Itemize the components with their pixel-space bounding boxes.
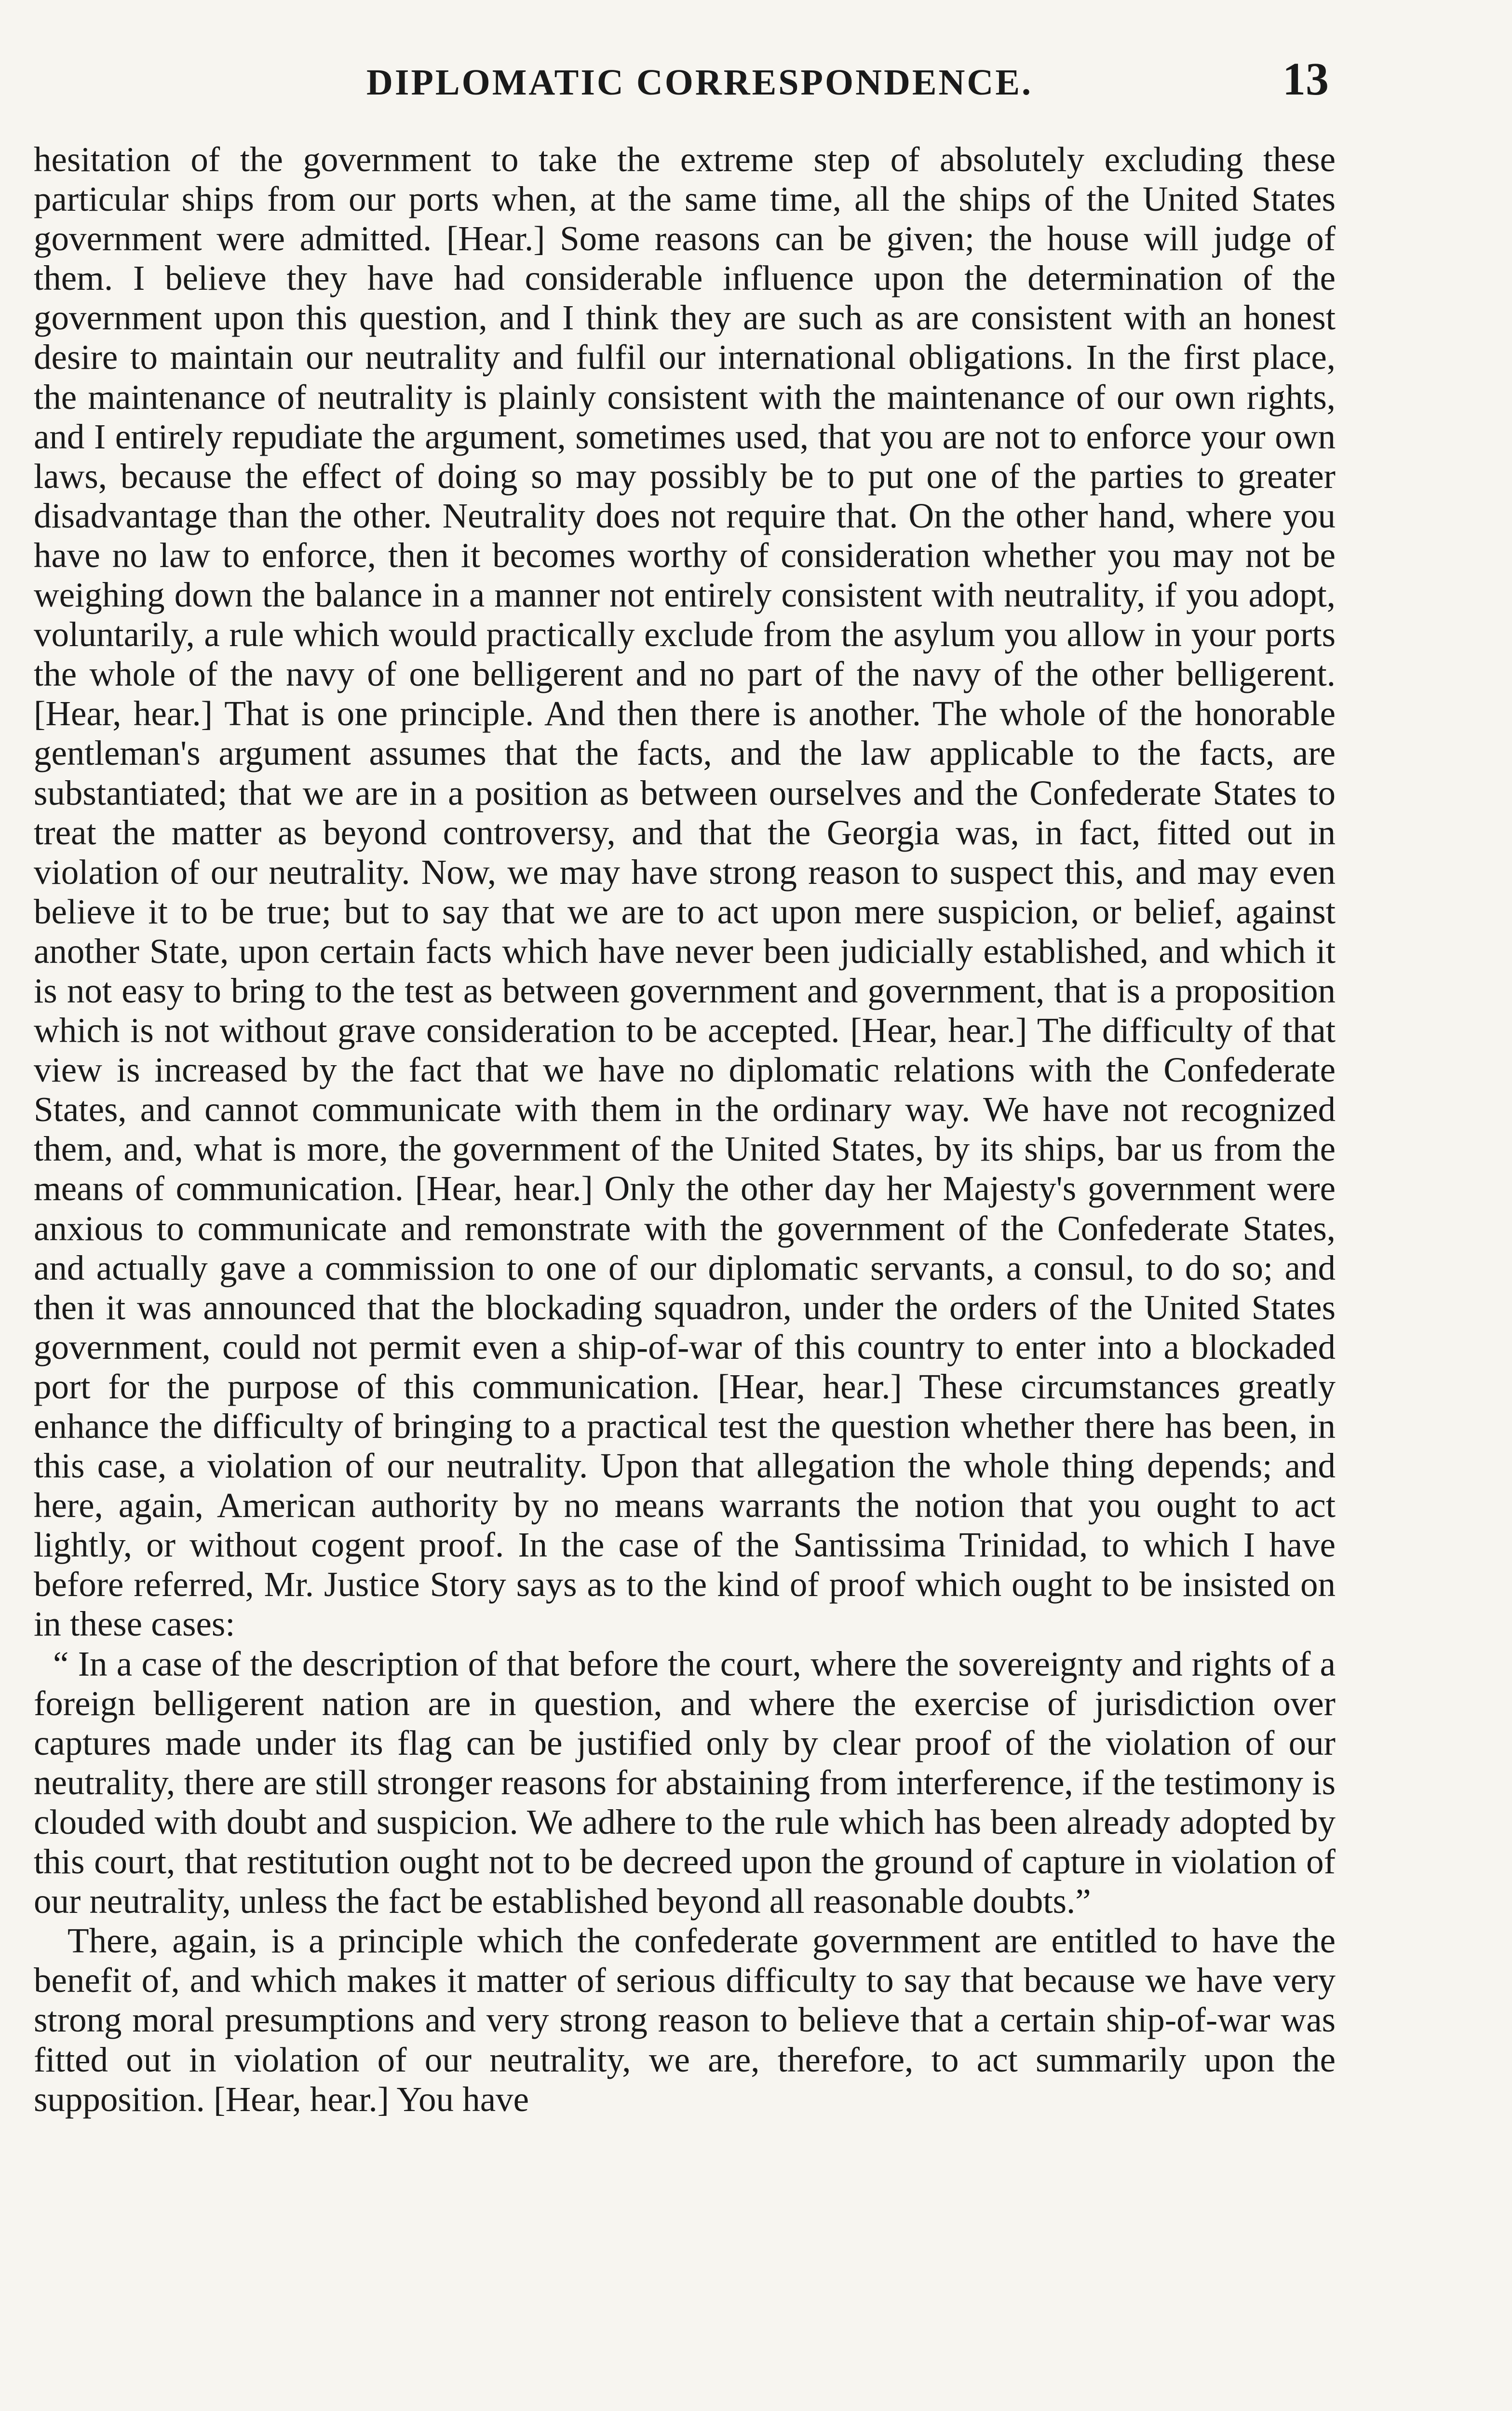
page-header (34, 52, 1329, 110)
paragraph: hesitation of the government to take the extreme step of absolutely excluding these particular ships from our ports when, at the same time, all the ships of the United States government were admitted. [Hear.] Some reasons can be given; the house will judge of them. I believe they have had considerable influence upon the determination of the government upon this question, and I think they are such as are consistent with an honest desire to maintain our neutrality and fulfil our international obligations. In the first place, the maintenance of neutrality is plainly consistent with the maintenance of our own rights, and I entirely repudiate the argument, sometimes used, that you are not to enforce your own laws, because the effect of doing so may possibly be to put one of the parties to greater disadvantage than the other. Neutrality does not require that. On the other hand, where you have no law to enforce, then it becomes worthy of consideration whether you may not be weighing down the balance in a manner not entirely consistent with neutrality, if you adopt, voluntarily, a rule which would practically exclude from the asylum you allow in your ports the whole of the navy of one belligerent and no part of the navy of the other belligerent. [Hear, hear.] That is one principle. And then there is another. The whole of the honorable gentleman's argument assumes that the facts, and the law applicable to the facts, are substantiated; that we are in a position as between ourselves and the Confederate States to treat the matter as beyond controversy, and that the Georgia was, in fact, fitted out in violation of our neutrality. Now, we may have strong reason to suspect this, and may even believe it to be true; but to say that we are to act upon mere suspicion, or belief, against another State, upon certain facts which have never been judicially established, and which it is not easy to bring to the test as between government and government, that is a proposition which is not without grave consideration to be accepted. [Hear, hear.] The difficulty of that view is increased by the fact that we have no diplomatic relations with the Confederate States, and cannot communicate with them in the ordinary way. We have not recognized them, and, what is more, the government of the United States, by its ships, bar us from the means of communication. [Hear, hear.] Only the other day her Majesty's government were anxious to communicate and remonstrate with the government of the Confederate States, and actually gave a commission to one of our diplomatic servants, a consul, to do so; and then it was announced that the blockading squadron, under the orders of the United States government, could not permit even a ship-of-war of this country to enter into a blockaded port for the purpose of this communication. [Hear, hear.] These circumstances greatly enhance the difficulty of bringing to a practical test the question whether there has been, in this case, a violation of our neutrality. Upon that allegation the whole thing depends; and here, again, American authority by no means warrants the notion that you ought to act lightly, or without cogent proof. In the case of the Santissima Trinidad, to which I have before referred, Mr. Justice Story says as to the kind of proof which ought to be insisted on in these cases: (34, 140, 1336, 1644)
block-quote: “ In a case of the description of that before the court, where the sovereignty and rights of a foreign belligerent nation are in question, and where the exercise of jurisdiction over captures made under its flag can be justified only by clear proof of the violation of our neutrality, there are still stronger reasons for abstaining from interference, if the testimony is clouded with doubt and suspicion. We adhere to the rule which has been already adopted by this court, that restitution ought not to be decreed upon the ground of capture in violation of our neutrality, unless the fact be established beyond all reasonable doubts.” (34, 1644, 1336, 1921)
paragraph: There, again, is a principle which the confederate government are entitled to have the benefit of, and which makes it matter of serious difficulty to say that because we have very strong moral presumptions and very strong reason to believe that a certain ship-of-war was fitted out in violation of our neutrality, we are, therefore, to act summarily upon the supposition. [Hear, hear.] You have (34, 1921, 1336, 2119)
page-number: 13 (1282, 53, 1329, 105)
running-head: DIPLOMATIC CORRESPONDENCE. (366, 62, 1033, 103)
body-text (34, 140, 1336, 2119)
